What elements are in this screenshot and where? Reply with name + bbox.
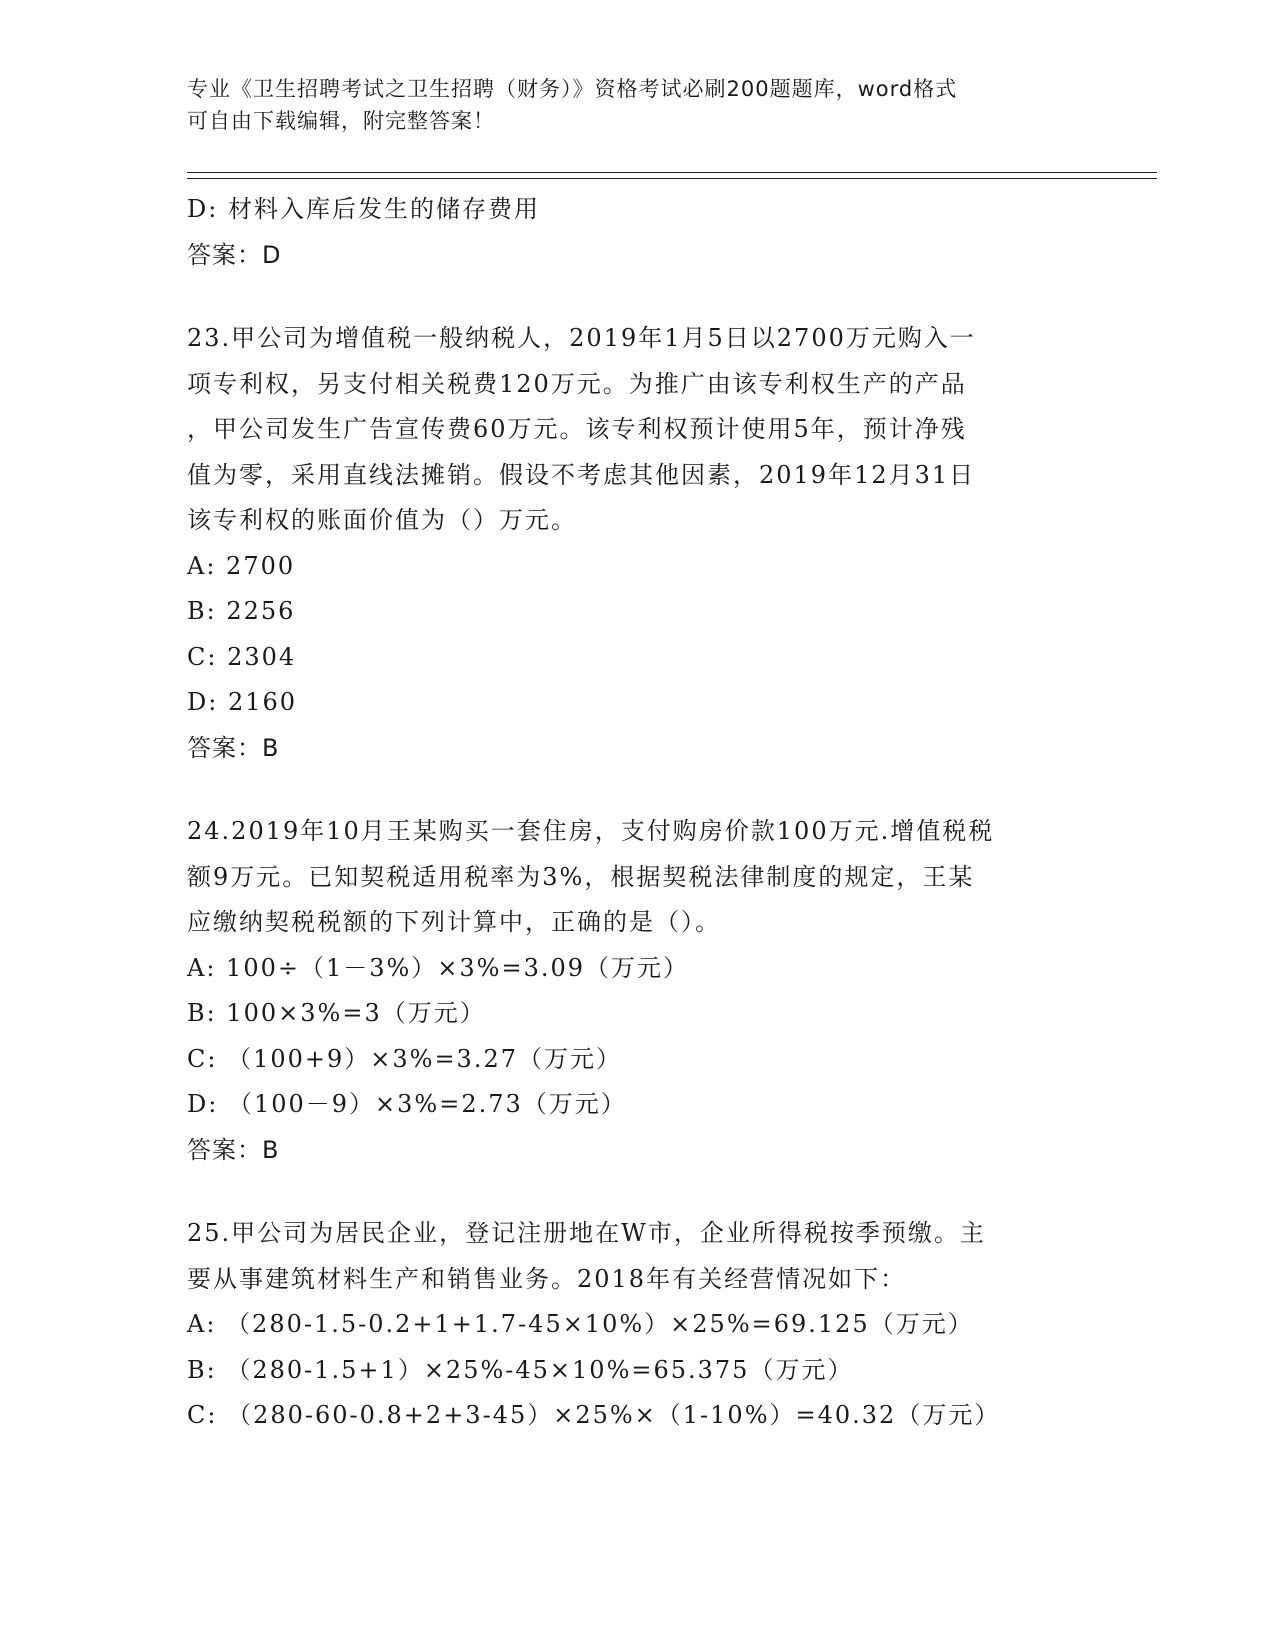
question-text-line: 要从事建筑材料生产和销售业务。2018年有关经营情况如下： xyxy=(187,1264,907,1293)
option-b: B: （280-1.5+1）×25%-45×10%=65.375（万元） xyxy=(187,1355,854,1384)
option-a: A: 2700 xyxy=(187,551,296,580)
option-c: C: （280-60-0.8+2+3-45）×25%×（1-10%）=40.32（万元） xyxy=(187,1401,1001,1429)
previous-question-tail xyxy=(187,187,1087,278)
spacer xyxy=(187,771,1087,809)
option-a: A: （280-1.5-0.2+1+1.7-45×10%）×25%=69.125（万元） xyxy=(187,1310,974,1338)
question-text-line: ，甲公司发生广告宣传费60万元。该专利权预计使用5年，预计净残 xyxy=(187,415,967,443)
question-text-line: 应缴纳契税税额的下列计算中，正确的是（）。 xyxy=(187,908,721,936)
option-c: C: （100+9）×3%=3.27（万元） xyxy=(187,1044,622,1073)
question-text-line: 额9万元。已知契税适用税率为3%，根据契税法律制度的规定，王某 xyxy=(187,862,975,891)
option-d: D: 2160 xyxy=(187,688,298,716)
question-text-line: 24.2019年10月王某购买一套住房，支付购房价款100万元.增值税税 xyxy=(187,817,995,845)
spacer xyxy=(187,278,1087,316)
document-header xyxy=(187,73,1087,137)
option-d: D: 材料入库后发生的储存费用 xyxy=(187,195,540,223)
header-rule-top xyxy=(187,172,1157,173)
option-b: B: 100×3%=3（万元） xyxy=(187,999,486,1027)
option-c: C: 2304 xyxy=(187,642,297,671)
option-a: A: 100÷（1－3%）×3%=3.09（万元） xyxy=(187,953,690,982)
question-text-line: 值为零，采用直线法摊销。假设不考虑其他因素，2019年12月31日 xyxy=(187,460,976,489)
header-rule-bottom xyxy=(187,178,1157,179)
question-text-line: 该专利权的账面价值为（）万元。 xyxy=(187,506,577,534)
answer: 答案：B xyxy=(187,1135,280,1164)
answer: 答案：B xyxy=(187,733,280,762)
option-d: D: （100－9）×3%=2.73（万元） xyxy=(187,1090,627,1118)
question-text-line: 23.甲公司为增值税一般纳税人，2019年1月5日以2700万元购入一 xyxy=(187,324,976,352)
header-line-2: 可自由下载编辑，附完整答案！ xyxy=(187,109,495,133)
question-24 xyxy=(187,809,1087,1173)
question-content xyxy=(187,187,1087,1439)
question-text-line: 25.甲公司为居民企业，登记注册地在W市，企业所得税按季预缴。主 xyxy=(187,1219,986,1247)
question-text-line: 项专利权，另支付相关税费120万元。为推广由该专利权生产的产品 xyxy=(187,369,967,398)
spacer xyxy=(187,1173,1087,1211)
question-23 xyxy=(187,316,1087,771)
question-25 xyxy=(187,1211,1087,1439)
answer: 答案：D xyxy=(187,240,282,269)
option-b: B: 2256 xyxy=(187,597,296,625)
header-line-1: 专业《卫生招聘考试之卫生招聘（财务）》资格考试必刷200题题库，word格式 xyxy=(187,77,958,101)
